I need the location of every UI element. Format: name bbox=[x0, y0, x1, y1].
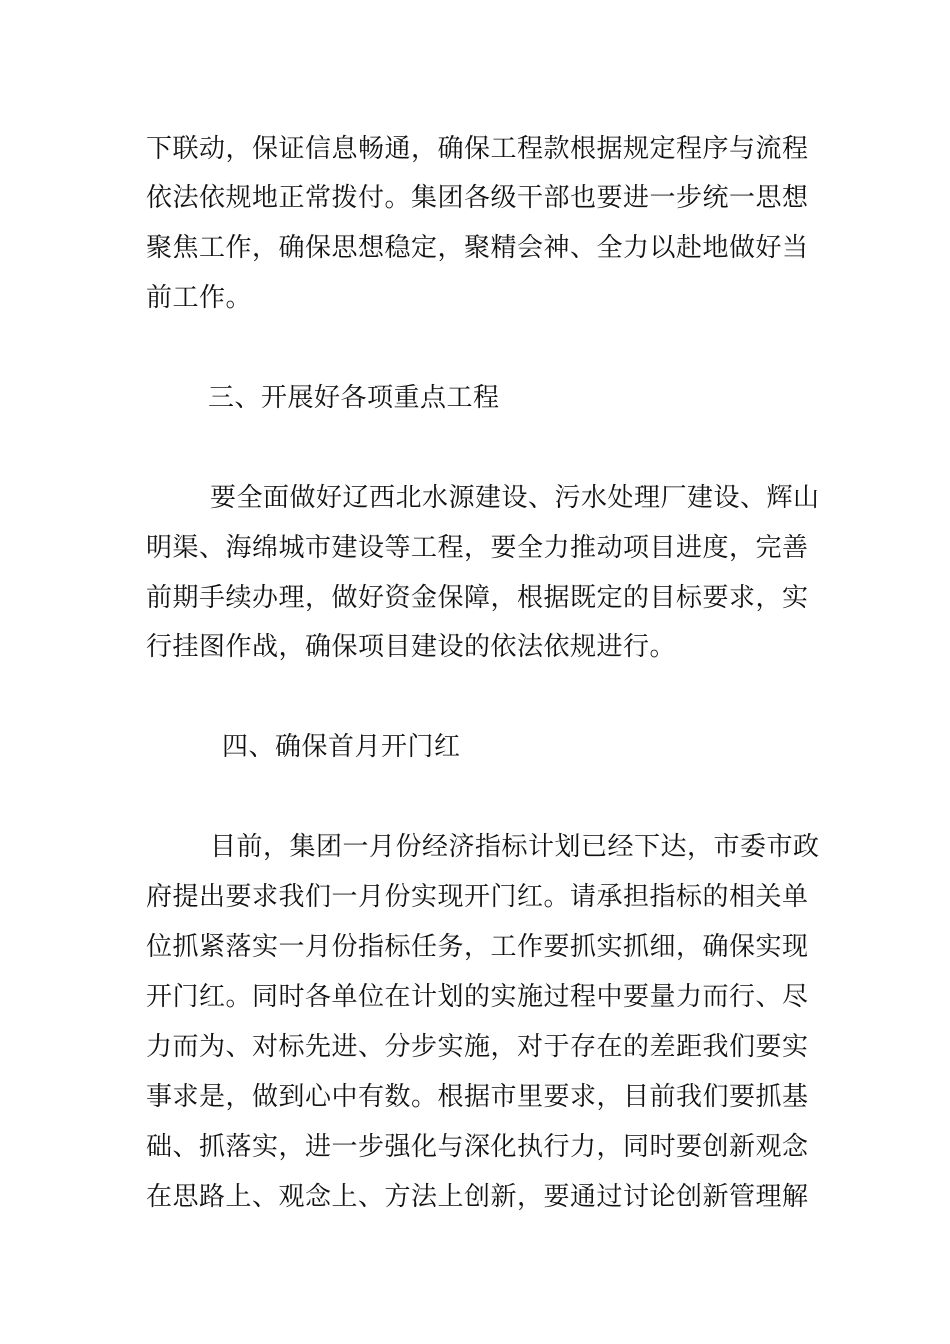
paragraph-line: 明渠、海绵城市建设等工程，要全力推动项目进度，完善 bbox=[146, 533, 809, 563]
paragraph-line: 聚焦工作，确保思想稳定，聚精会神、全力以赴地做好当 bbox=[146, 233, 809, 263]
paragraph-line: 府提出要求我们一月份实现开门红。请承担指标的相关单 bbox=[146, 882, 809, 912]
section-heading: 三、开展好各项重点工程 bbox=[208, 383, 500, 413]
section-heading: 四、确保首月开门红 bbox=[222, 732, 461, 762]
paragraph-line: 依法依规地正常拨付。集团各级干部也要进一步统一思想 bbox=[146, 183, 809, 213]
paragraph-line: 础、抓落实，进一步强化与深化执行力，同时要创新观念 bbox=[146, 1132, 809, 1162]
paragraph-line: 位抓紧落实一月份指标任务，工作要抓实抓细，确保实现 bbox=[146, 932, 809, 962]
paragraph-line: 前工作。 bbox=[146, 283, 253, 313]
paragraph-line: 前期手续办理，做好资金保障，根据既定的目标要求，实 bbox=[146, 583, 809, 613]
paragraph-line: 事求是，做到心中有数。根据市里要求，目前我们要抓基 bbox=[146, 1082, 809, 1112]
paragraph-line: 目前，集团一月份经济指标计划已经下达，市委市政 bbox=[210, 832, 820, 862]
paragraph-line: 力而为、对标先进、分步实施，对于存在的差距我们要实 bbox=[146, 1032, 809, 1062]
paragraph-line: 要全面做好辽西北水源建设、污水处理厂建设、辉山 bbox=[210, 483, 820, 513]
paragraph-line: 在思路上、观念上、方法上创新，要通过讨论创新管理解 bbox=[146, 1182, 809, 1212]
paragraph-line: 行挂图作战，确保项目建设的依法依规进行。 bbox=[146, 632, 677, 662]
paragraph-line: 开门红。同时各单位在计划的实施过程中要量力而行、尽 bbox=[146, 982, 809, 1012]
paragraph-line: 下联动，保证信息畅通，确保工程款根据规定程序与流程 bbox=[146, 134, 809, 164]
